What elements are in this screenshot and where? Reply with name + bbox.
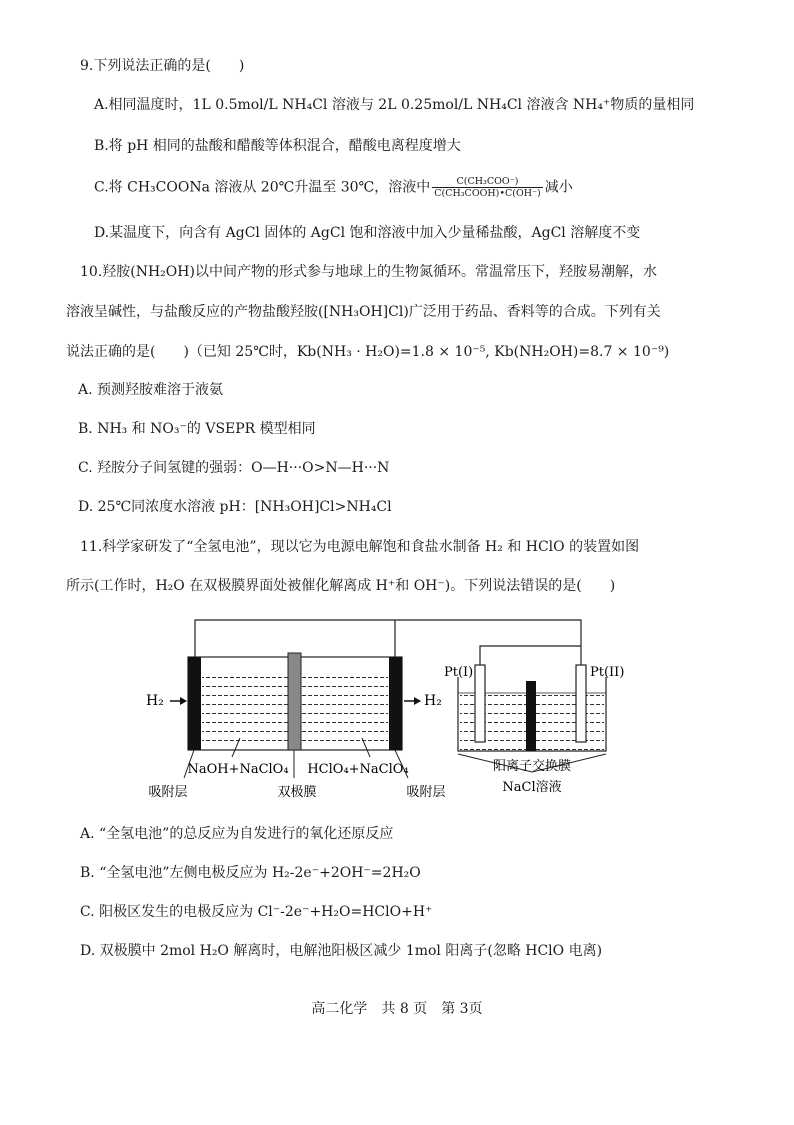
q11-option-c: C. 阳极区发生的电极反应为 Cl⁻-2e⁻+H₂O=HClO+H⁺ — [80, 904, 433, 920]
external-wire — [195, 620, 581, 665]
left-solution-label: NaOH+NaClO₄ — [187, 762, 289, 777]
q11-option-b: B. “全氢电池”左侧电极反应为 H₂-2e⁻+2OH⁻=2H₂O — [80, 865, 421, 881]
q10-option-d: D. 25℃同浓度水溶液 pH：[NH₃OH]Cl>NH₄Cl — [78, 499, 392, 515]
q9-option-a: A.相同温度时，1L 0.5mol/L NH₄Cl 溶液与 2L 0.25mol/L NH₄Cl 溶液含 NH₄⁺物质的量相同 — [94, 97, 695, 113]
q9-option-d: D.某温度下，向含有 AgCl 固体的 AgCl 饱和溶液中加入少量稀盐酸，AgCl 溶解度不变 — [94, 225, 641, 241]
left-solution-region — [202, 676, 288, 748]
right-solution-label: HClO₄+NaClO₄ — [307, 762, 409, 777]
q9-fraction-denominator: C(CH₃COOH)•C(OH⁻) — [434, 188, 541, 199]
adsorption-layer-right-label: 吸附层 — [406, 785, 446, 800]
cation-membrane-label: 阳离子交换膜 — [492, 759, 572, 774]
wire-pt1 — [480, 646, 581, 665]
pt2-label: Pt(II) — [590, 665, 625, 680]
electrolysis-diagram — [140, 610, 640, 805]
h2-in-arrow-head — [180, 697, 187, 705]
q9-option-b: B.将 pH 相同的盐酸和醋酸等体积混合，醋酸电离程度增大 — [94, 138, 461, 154]
pt1-label: Pt(I) — [444, 665, 474, 680]
q9-option-c — [94, 176, 573, 199]
pt1-electrode — [475, 665, 485, 742]
q10-stem-line-1: 10.羟胺(NH₂OH)以中间产物的形式参与地球上的生物氮循环。常温常压下，羟胺易潮解，水 — [80, 264, 657, 280]
bipolar-membrane — [288, 653, 301, 750]
pt2-electrode — [576, 665, 586, 742]
q10-option-c: C. 羟胺分子间氢键的强弱：O—H···O>N—H···N — [78, 460, 390, 476]
left-electrode — [188, 657, 201, 750]
q11-option-a: A. “全氢电池”的总反应为自发进行的氧化还原反应 — [80, 826, 394, 842]
right-solution-region — [302, 676, 388, 748]
q11-stem-line-1: 11.科学家研发了“全氢电池”，现以它为电源电解饱和食盐水制备 H₂ 和 HClO 的装置如图 — [80, 539, 640, 555]
q9-option-c-text: C.将 CH₃COONa 溶液从 20℃升温至 30℃，溶液中 — [94, 179, 431, 196]
h2-in-label: H₂ — [146, 693, 164, 709]
q10-stem-line-2: 溶液呈碱性，与盐酸反应的产物盐酸羟胺([NH₃OH]Cl)广泛用于药品、香料等的合成。下列有关 — [66, 304, 661, 320]
right-electrode — [389, 657, 402, 750]
bipolar-membrane-label: 双极膜 — [277, 785, 317, 800]
q10-stem-line-3: 说法正确的是( )（已知 25℃时，Kb(NH₃ · H₂O)=1.8 × 10⁻⁵, Kb(NH₂OH)=8.7 × 10⁻⁹) — [66, 344, 670, 360]
h2-out-arrow-head — [414, 697, 421, 705]
q11-stem-line-2: 所示(工作时，H₂O 在双极膜界面处被催化解离成 H⁺和 OH⁻)。下列说法错误的是( ) — [66, 578, 616, 594]
q9-stem: 9.下列说法正确的是( ) — [80, 58, 245, 74]
adsorption-layer-left-label: 吸附层 — [148, 785, 188, 800]
q10-option-b: B. NH₃ 和 NO₃⁻的 VSEPR 模型相同 — [78, 421, 316, 437]
q9-option-c-tail: 减小 — [544, 179, 573, 196]
nacl-solution-label: NaCl溶液 — [502, 780, 562, 795]
cation-exchange-membrane — [526, 681, 536, 751]
q11-option-d: D. 双极膜中 2mol H₂O 解离时，电解池阳极区减少 1mol 阳离子(忽略 HClO 电离) — [80, 943, 603, 959]
page-footer: 高二化学 共 8 页 第 3页 — [311, 1001, 483, 1017]
h2-out-label: H₂ — [424, 693, 442, 709]
q10-option-a: A. 预测羟胺难溶于液氨 — [78, 382, 224, 398]
q9-fraction-numerator: C(CH₃COO⁻) — [432, 176, 543, 188]
q9-fraction — [432, 176, 543, 199]
